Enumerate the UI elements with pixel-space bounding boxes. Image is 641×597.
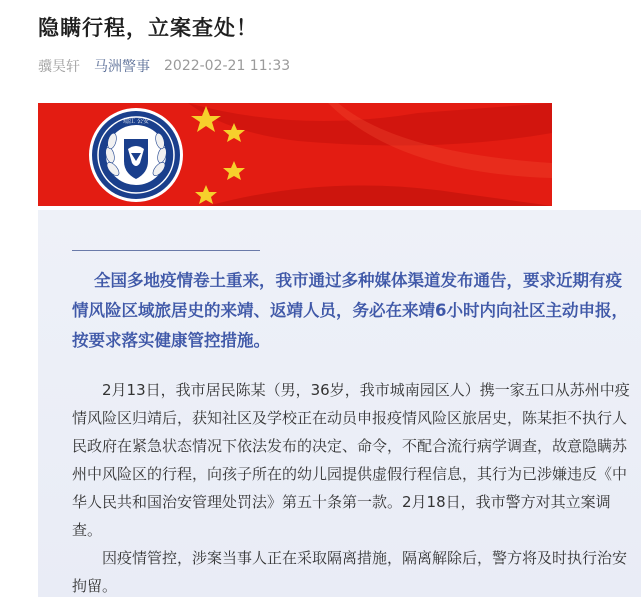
body-paragraph: 因疫情管控，涉案当事人正在采取隔离措施，隔离解除后，警方将及时执行治安拘留。: [72, 549, 628, 595]
publish-datetime: 2022-02-21 11:33: [164, 58, 291, 74]
emblem-top-text: 靖江 公安: [123, 118, 149, 125]
article-meta: [38, 56, 290, 76]
emblem-sub-text: CHINESE POLICE: [121, 128, 151, 132]
lead-paragraph: 全国多地疫情卷土重来，我市通过多种媒体渠道发布通告，要求近期有疫情风险区域旅居史的来靖、返靖人员，务必在来靖6小时内向社区主动申报，按要求落实健康管控措施。: [72, 271, 628, 350]
police-emblem-icon: [89, 108, 183, 202]
author-name: 骥昊轩: [38, 59, 80, 75]
article-body: [72, 376, 632, 597]
body-paragraph: 2月13日，我市居民陈某（男，36岁，我市城南园区人）携一家五口从苏州中疫情风险区归靖后，获知社区及学校正在动员申报疫情风险区旅居史，陈某拒不执行人民政府在紧急状态情况下依法发布的决定、命令，不配合流行病学调查，故意隐瞒苏州中风险区的行程，向孩子所在的幼儿园提供虚假行程信息，其行为已涉嫌违反《中华人民共和国治安管理处罚法》第五十条第一款。2月18日，我市警方对其立案调查。: [72, 381, 630, 539]
account-name-link[interactable]: 马洲警事: [94, 59, 150, 75]
article-title: 隐瞒行程，立案查处！: [38, 16, 258, 40]
police-banner-image: [38, 103, 552, 206]
divider-line: [72, 250, 260, 251]
